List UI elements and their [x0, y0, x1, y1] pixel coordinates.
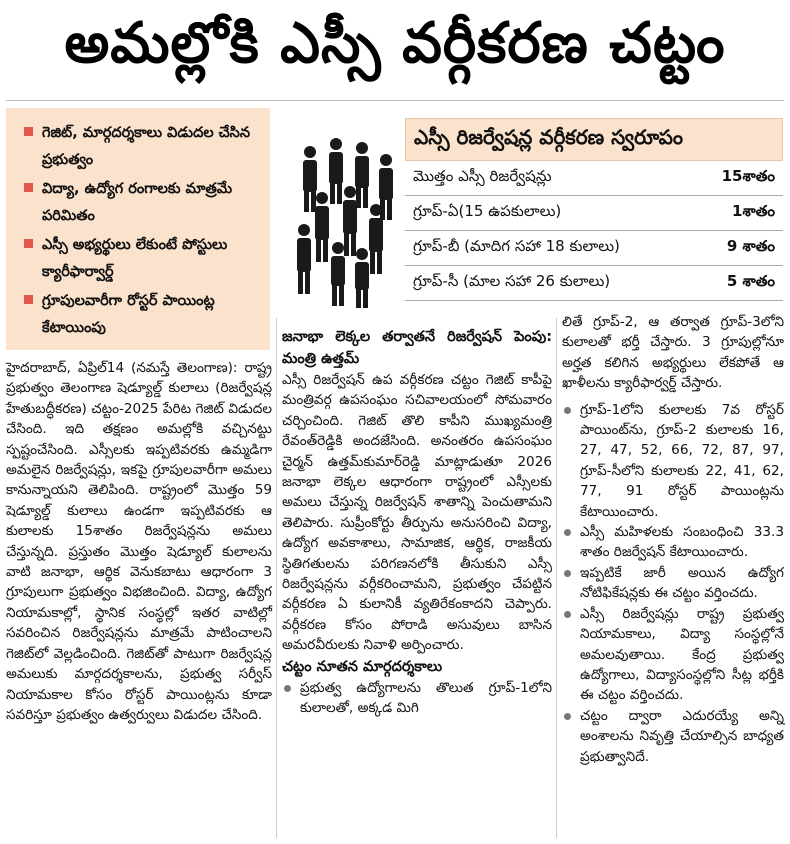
- bullet-dot-icon: [564, 570, 571, 577]
- guideline-item: ఎస్సీ రిజర్వేషన్లు రాష్ట్ర ప్రభుత్వ నియామకాలు, విద్యా సంస్థల్లోనే అమలవుతాయి. కేంద్ర ప్రభుత్వ ఉద్యోగాలు, విద్యాసంస్థల్లోని సీట్ల భర్తీకి ఈ చట్టం వర్తించదు.: [562, 604, 784, 706]
- guideline-item: ఎస్సీ మహిళలకు సంబంధించి 33.3 శాతం రిజర్వేషన్ కేటాయించారు.: [562, 522, 784, 563]
- bullet-square-icon: [24, 127, 33, 136]
- guideline-item: ప్రభుత్వ ఉద్యోగాలను తొలుత గ్రూప్-1లోని కులాలతో, అక్కడ మిగి: [282, 678, 552, 719]
- table-title: ఎస్సీ రిజర్వేషన్ల వర్గీకరణ స్వరూపం: [405, 118, 783, 161]
- table-row: [405, 161, 783, 196]
- bullet-square-icon: [24, 183, 33, 192]
- row-value: 5 శాతం: [726, 272, 775, 290]
- bullet-dot-icon: [564, 529, 571, 536]
- row-label: గ్రూప్-ఏ(15 ఉపకులాలు): [413, 202, 562, 220]
- row-label: మొత్తం ఎస్సీ రిజర్వేషన్లు: [413, 167, 552, 185]
- subheading-guidelines: చట్టం నూతన మార్గదర్శకాలు: [282, 658, 443, 675]
- article-column-3: [562, 312, 784, 767]
- crowd-illustration-icon: [290, 130, 400, 310]
- row-value: 15శాతం: [721, 167, 775, 185]
- guideline-item: ఇప్పటికే జారీ అయిన ఉద్యోగ నోటిఫికేషన్లకు ఈ చట్టం వర్తించదు.: [562, 563, 784, 604]
- bullet-square-icon: [24, 239, 33, 248]
- row-label: గ్రూప్-సీ (మాల సహా 26 కులాలు): [413, 272, 611, 290]
- highlights-box: [6, 108, 270, 350]
- reservation-infographic: [290, 118, 784, 308]
- bullet-dot-icon: [564, 407, 571, 414]
- table-row: [405, 266, 783, 301]
- headline: అమల్లోకి ఎస్సీ వర్గీకరణ చట్టం: [64, 10, 726, 76]
- row-value: 1శాతం: [732, 202, 775, 220]
- column-divider: [556, 318, 557, 838]
- headline-divider: [6, 100, 784, 101]
- guideline-item: చట్టం ద్వారా ఎదురయ్యే అన్ని అంశాలను నివృత్తి చేయాల్సిన బాధ్యత ప్రభుత్వానిదే.: [562, 706, 784, 767]
- article-column-1: [6, 358, 272, 725]
- table-row: [405, 231, 783, 266]
- highlight-item: విద్యా, ఉద్యోగ రంగాలకు మాత్రమే పరిమితం: [20, 176, 260, 230]
- highlight-item: ఎస్సీ అభ్యర్థులు లేకుంటే పోస్టులు క్యారీఫార్వార్డ్: [20, 232, 260, 286]
- highlight-item: గ్రూపులవారీగా రోస్టర్ పాయింట్ల కేటాయింపు: [20, 288, 260, 342]
- bullet-dot-icon: [284, 685, 291, 692]
- guideline-continuation: లితే గ్రూప్-2, ఆ తర్వాత గ్రూప్-3లోని కులాలతో భర్తీ చేస్తారు. 3 గ్రూపుల్లోనూ అర్హత కలిగిన అభ్యర్థులు లేకపోతే ఆ ఖాళీలను క్యారీఫార్వర్డ్ చేస్తారు.: [562, 314, 784, 392]
- column-divider: [276, 318, 277, 838]
- bullet-dot-icon: [564, 713, 571, 720]
- bullet-dot-icon: [564, 611, 571, 618]
- subheading-minister: జనాభా లెక్కల తర్వాతనే రిజర్వేషన్ పెంపు: మంత్రి ఉత్తమ్: [282, 329, 552, 367]
- table-row: [405, 196, 783, 231]
- reservation-table: [405, 118, 783, 301]
- article-column-2: [282, 326, 552, 719]
- article-paragraph: హైదరాబాద్, ఏప్రిల్14 (నమస్తే తెలంగాణ): రాష్ట్ర ప్రభుత్వం తెలంగాణ షెడ్యూల్డ్ కులాలు (రిజర్వేషన్ల హేతుబద్ధీకరణ) చట్టం-2025 పేరిట గెజిట్ విడుదల చేసింది. ఇది తక్షణం అమల్లోకి వచ్చినట్టు స్పష్టంచేసింది. ఎస్సీలకు ఇప్పటివరకు ఉమ్మడిగా అమలైన రిజర్వేషన్లు, ఇకపై గ్రూపులవారీగా అమలు కానున్నాయని తెలిపింది. రాష్ట్రంలో మొత్తం 59 షెడ్యూల్డ్ కులాలు ఉండగా ఇప్పటివరకు ఆ కులాలకు 15శాతం రిజర్వేషన్లను అమలు చేస్తున్నది. ప్రస్తుతం మొత్తం షెడ్యూల్ కులాలను వాటి జనాభా, ఆర్థిక వెనుకబాటు ఆధారంగా 3 గ్రూపులుగా ప్రభుత్వం విభజించింది. విద్యా, ఉద్యోగ నియామకాల్లో, స్థానిక సంస్థల్లో ఇతర వాటిల్లో సవరించిన రిజర్వేషన్లను మాత్రమే పాటించాలని గెజిట్‌లో వెల్లడించింది. గెజిట్‌తో పాటుగా రిజర్వేషన్ల అమలుకు మార్గదర్శకాలను, ప్రభుత్వ సర్వీస్ నియామకాల కోసం రోస్టర్ పాయింట్లను కూడా సవరిస్తూ ప్రభుత్వం ఉత్వర్వులు విడుదల చేసింది.: [6, 360, 272, 723]
- article-paragraph: ఎస్సీ రిజర్వేషన్ ఉప వర్గీకరణ చట్టం గెజిట్ కాపీపై మంత్రివర్గ ఉపసంఘం సచివాలయంలో సోమవారం చర్చించింది. గెజిట్ తొలి కాపీని ముఖ్యమంత్రి రేవంత్‌రెడ్డికి అందజేసింది. అనంతరం ఉపసంఘం చైర్మన్ ఉత్తమ్‌కుమార్‌రెడ్డి మాట్లాడుతూ 2026 జనాభా లెక్కల ఆధారంగా రాష్ట్రంలో ఎస్సీలకు అమలు చేస్తున్న రిజర్వేషన్ శాతాన్ని పెంచుతామని తెలిపారు. సుప్రీంకోర్టు తీర్పును అనుసరించి విద్యా, ఉద్యోగ అవకాశాలు, సామాజిక, ఆర్థిక, రాజకీయ స్థితిగతులను పరిగణనలోకి తీసుకుని ఎస్సీ రిజర్వేషన్లను వర్గీకరించామని, ప్రభుత్వం చేపట్టిన వర్గీకరణ ఏ కులానికీ వ్యతిరేకంకాదని చెప్పారు. వర్గీకరణ కోసం పోరాడి అసువులు బాసిన అమరవీరులకు నివాళి అర్పించారు.: [282, 372, 552, 654]
- row-value: 9 శాతం: [726, 237, 775, 255]
- guideline-item: గ్రూప్-1లోని కులాలకు 7వ రోస్టర్ పాయింట్‌ను, గ్రూప్-2 కులాలకు 16, 27, 47, 52, 66, 72, 87, 97, గ్రూప్-సీలోని కులాలకు 22, 41, 62, 77, 91 రోస్టర్ పాయింట్లను కేటాయించారు.: [562, 400, 784, 522]
- row-label: గ్రూప్-బీ (మాదిగ సహా 18 కులాలు): [413, 237, 620, 255]
- bullet-square-icon: [24, 295, 33, 304]
- highlight-item: గెజిట్, మార్గదర్శకాలు విడుదల చేసిన ప్రభుత్వం: [20, 120, 260, 174]
